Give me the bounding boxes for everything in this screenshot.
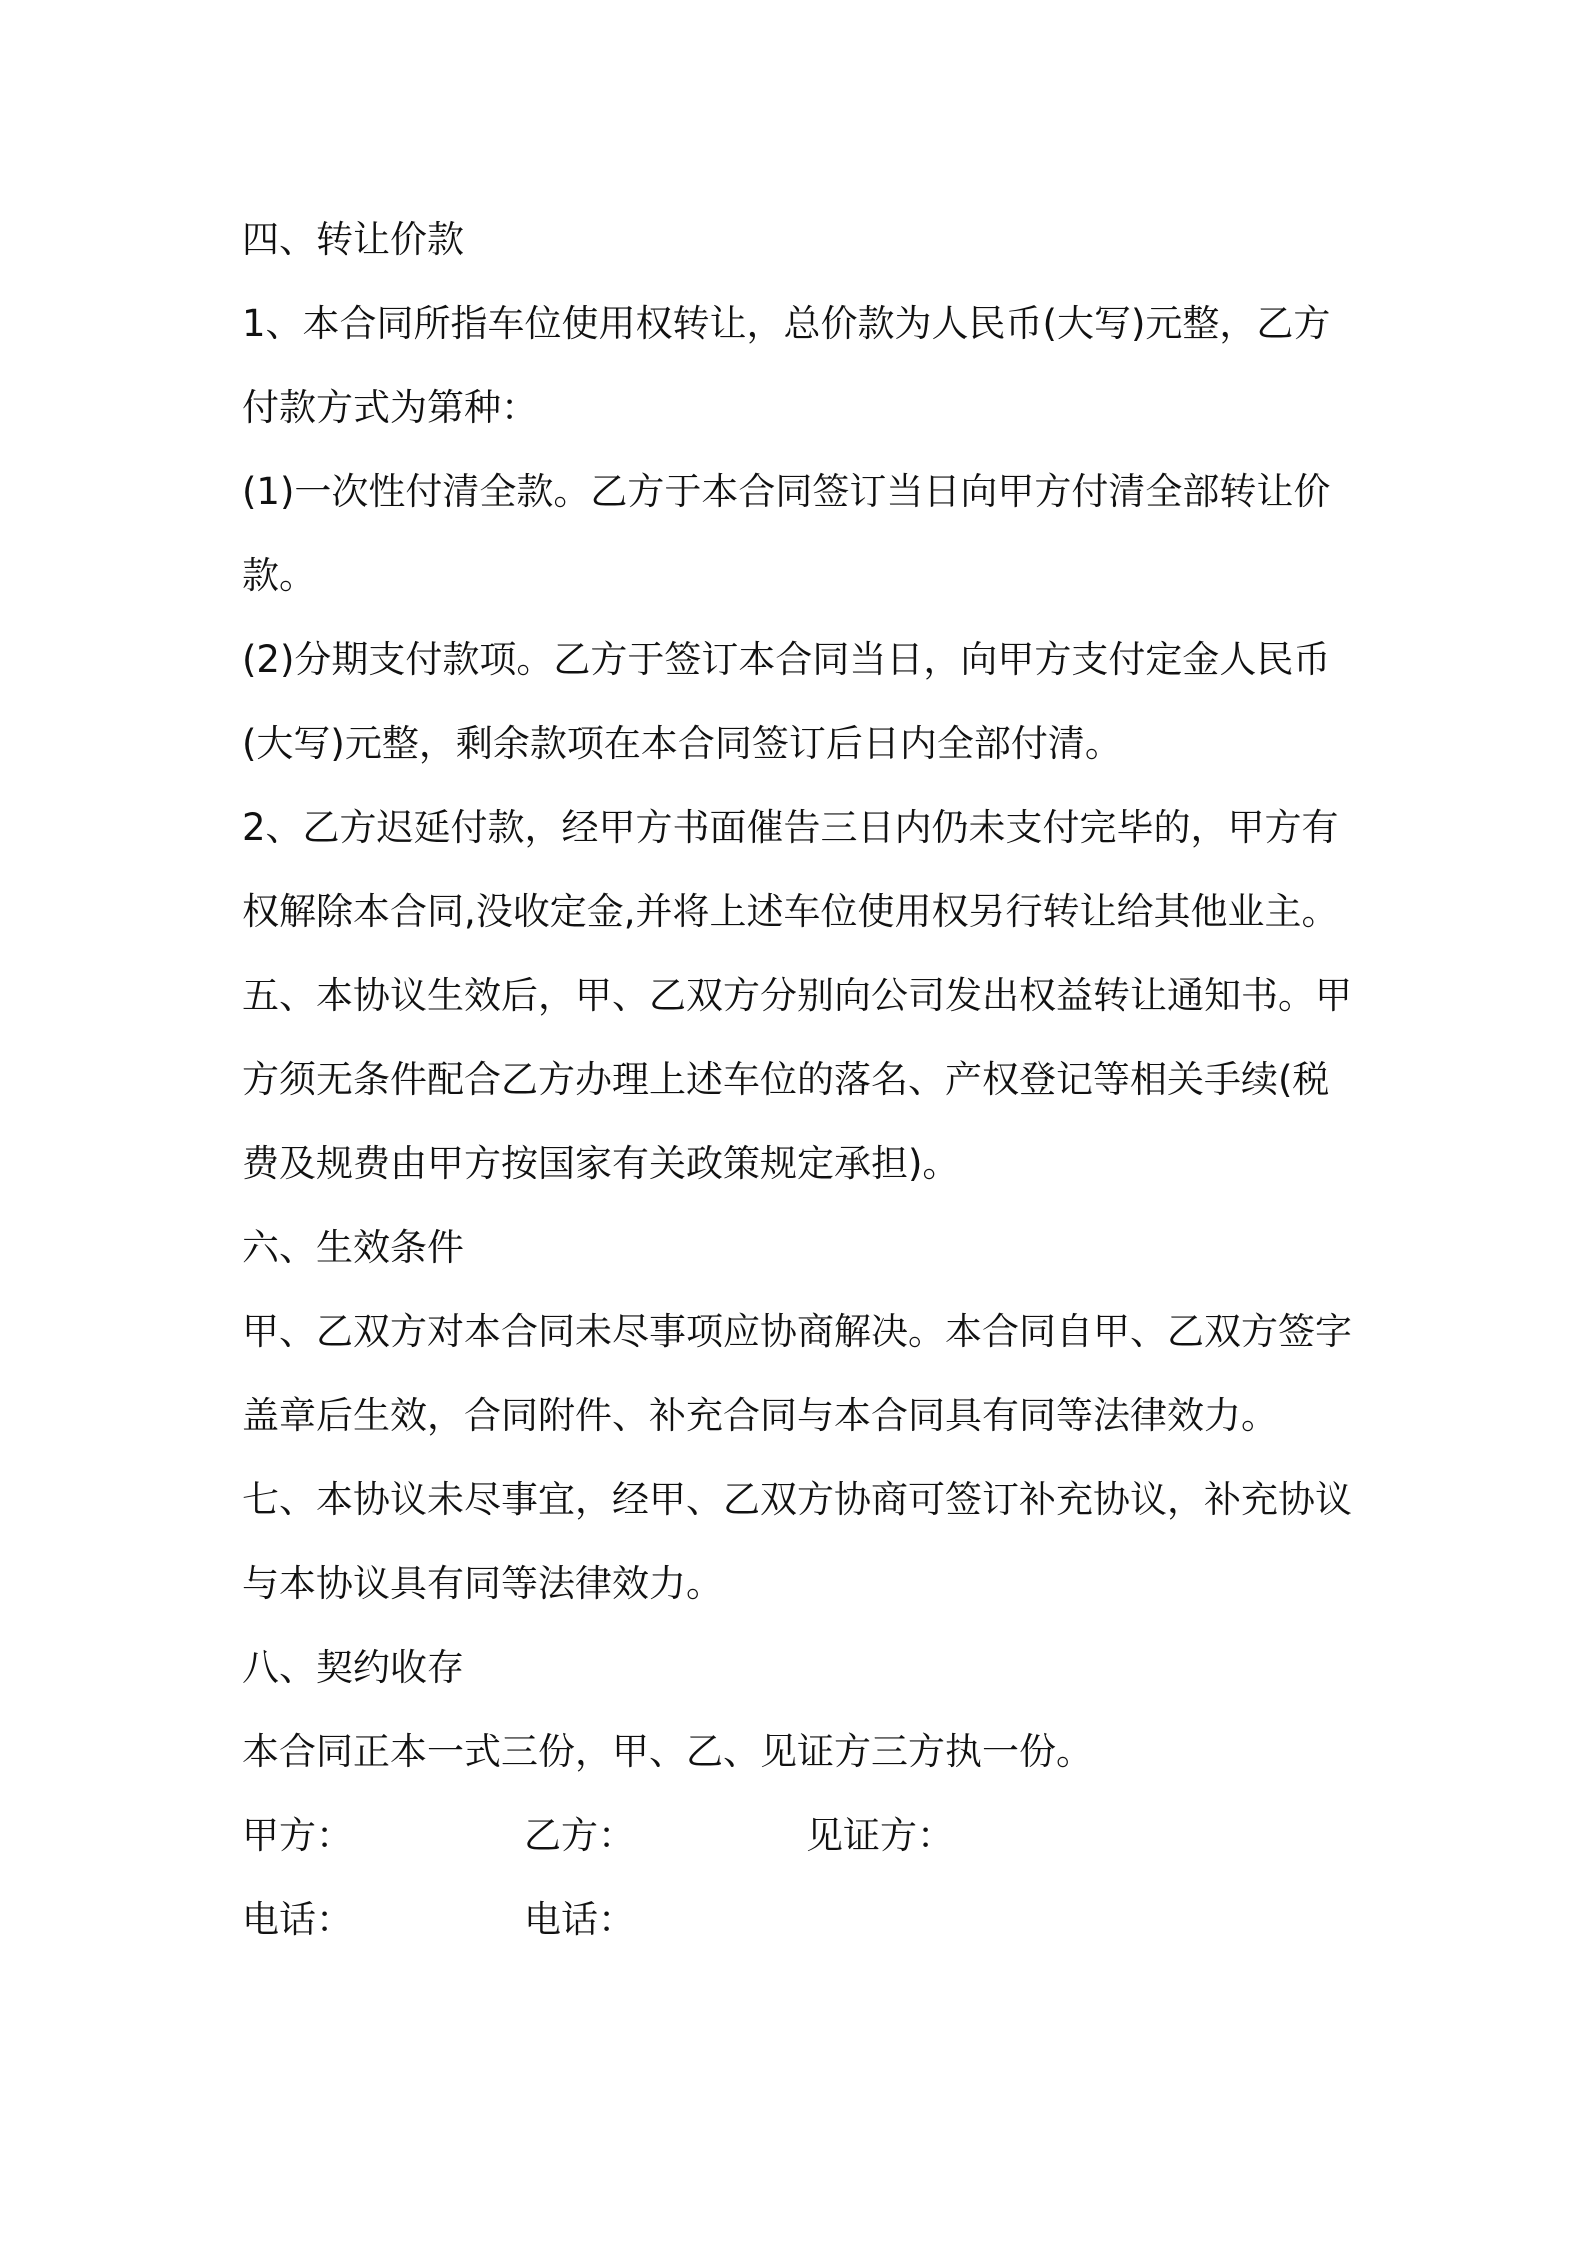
clause-effect-conditions: 甲、乙双方对本合同未尽事项应协商解决。本合同自甲、乙双方签字盖章后生效，合同附件、补充合同与本合同具有同等法律效力。	[242, 1310, 1352, 1437]
party-a-label: 甲方：	[242, 1814, 353, 1857]
clause-total-price: 1、本合同所指车位使用权转让，总价款为人民币(大写)元整，乙方付款方式为第种：	[242, 302, 1331, 429]
clause-late-payment: 2、乙方迟延付款，经甲方书面催告三日内仍未支付完毕的，甲方有权解除本合同,没收定金,并将上述车位使用权另行转让给其他业主。	[242, 806, 1339, 933]
party-b-label: 乙方：	[524, 1814, 635, 1857]
section-heading-storage: 八、契约收存	[242, 1646, 464, 1689]
party-b-phone-label: 电话：	[524, 1898, 635, 1941]
section-heading-effect: 六、生效条件	[242, 1226, 464, 1269]
clause-installment-payment: (2)分期支付款项。乙方于签订本合同当日，向甲方支付定金人民币(大写)元整，剩余款项在本合同签订后日内全部付清。	[242, 638, 1331, 765]
clause-copies: 本合同正本一式三份，甲、乙、见证方三方执一份。	[242, 1730, 1093, 1773]
clause-full-payment: (1)一次性付清全款。乙方于本合同签订当日向甲方付清全部转让价款。	[242, 470, 1331, 597]
section-heading-price: 四、转让价款	[242, 218, 464, 261]
signature-row	[242, 1794, 1362, 1878]
section-seven-supplement: 七、本协议未尽事宜，经甲、乙双方协商可签订补充协议，补充协议与本协议具有同等法律效力。	[242, 1478, 1352, 1605]
witness-label: 见证方：	[806, 1814, 954, 1857]
section-five-transfer-notice: 五、本协议生效后，甲、乙双方分别向公司发出权益转让通知书。甲方须无条件配合乙方办理上述车位的落名、产权登记等相关手续(税费及规费由甲方按国家有关政策规定承担)。	[242, 974, 1352, 1185]
phone-row	[242, 1878, 1362, 1962]
contract-body	[242, 198, 1362, 1962]
party-a-phone-label: 电话：	[242, 1898, 353, 1941]
